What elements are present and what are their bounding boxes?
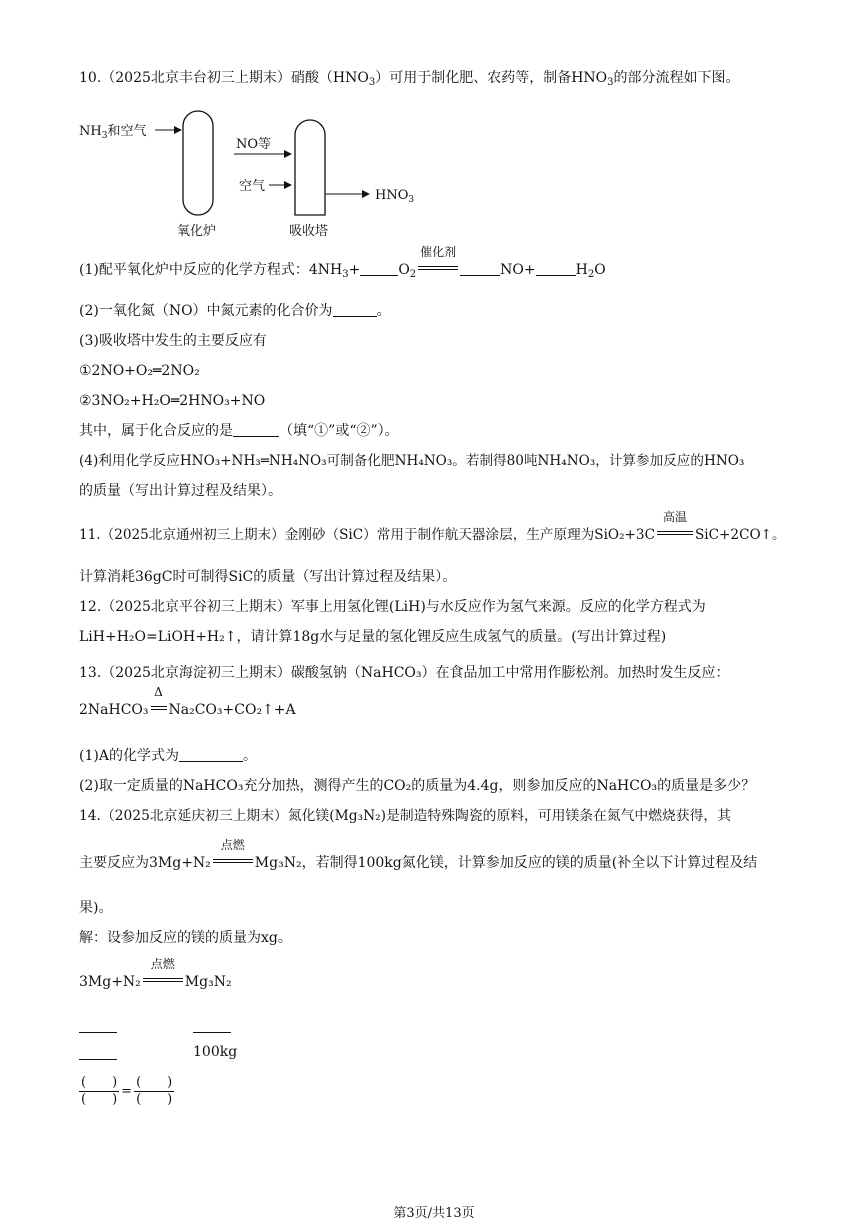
q13-part2: (2)取一定质量的NaHCO₃充分加热，测得产生的CO₂的质量为4.4g，则参加反应的NaHCO₃的质量是多少？ xyxy=(79,778,756,794)
q10-part3: (3)吸收塔中发生的主要反应有 xyxy=(79,333,267,349)
blank-mg3n2-relative-mass[interactable] xyxy=(193,1018,231,1033)
reaction-1: ①2NO+O₂═2NO₂ xyxy=(79,363,200,379)
frac-equals: = xyxy=(121,1083,133,1099)
q10-part2: (2)一氧化氮（NO）中氮元素的化合价为 。 xyxy=(79,303,391,319)
frac-right-numerator[interactable]: ( ) xyxy=(136,1075,173,1090)
q12-equation: LiH+H₂O=LiOH+H₂↑，请计算18g水与足量的氢化锂反应生成氢气的质量。(写出计算过程) xyxy=(79,629,667,645)
blank-h2o-coefficient[interactable] xyxy=(536,261,576,276)
blank-o2-coefficient[interactable] xyxy=(360,261,398,276)
process-flow-diagram xyxy=(79,105,439,245)
q14-text-end: 果)。 xyxy=(79,900,113,916)
condition-ignite-2: 点燃 xyxy=(143,972,183,992)
q10-part4: (4)利用化学反应HNO₃+NH₃═NH₄NO₃可制备化肥NH₄NO₃。若制得80吨NH₄NO₃，计算参加反应的HNO₃ xyxy=(79,453,745,469)
condition-catalyst: 催化剂 xyxy=(418,260,458,280)
frac-left-denominator[interactable]: ( ) xyxy=(81,1092,118,1107)
q14-product-mass: 100kg xyxy=(193,1044,238,1060)
input-no-label: NO等 xyxy=(236,137,272,152)
q10-header: 10.（2025北京丰台初三上期末）硝酸$(HNO_3)$可用于制化肥、农药等，制备$HNO_3$的部分流程如下图。 xyxy=(79,70,740,88)
q14-solution-equation: 3Mg+N₂ 点燃 Mg₃N₂ xyxy=(79,957,232,990)
reaction-2: ②3NO₂+H₂O═2HNO₃+NO xyxy=(79,393,266,409)
q11-text: 11.（2025北京通州初三上期末）金刚砂（SiC）常用于制作航天器涂层，生产原理为SiO₂+3C 高温 SiC+2CO↑。 xyxy=(79,510,786,543)
proportion-equation xyxy=(79,1075,174,1108)
blank-mg-mass[interactable] xyxy=(79,1045,117,1060)
q14-solution-intro: 解：设参加反应的镁的质量为xg。 xyxy=(79,930,292,946)
output-hno3-label: $HNO_3$ xyxy=(375,188,415,205)
q12-text: 12.（2025北京平谷初三上期末）军事上用氢化锂(LiH)与水反应作为氢气来源。反应的化学方程式为 xyxy=(79,599,706,615)
frac-right-denominator[interactable]: ( ) xyxy=(136,1092,173,1107)
page-footer: 第3页/共13页 xyxy=(393,1206,475,1221)
q13-equation: 2NaHCO₃ Δ Na₂CO₃+CO₂↑+A xyxy=(79,685,296,718)
q11-question: 计算消耗36gC时可制得SiC的质量（写出计算过程及结果）。 xyxy=(79,569,457,585)
frac-left-numerator[interactable]: ( ) xyxy=(81,1075,118,1090)
q10-part3-question: 其中，属于化合反应的是 （填“①”或“②”）。 xyxy=(79,423,399,439)
q13-part1: (1)A的化学式为 。 xyxy=(79,748,257,764)
input-air-label: 空气 xyxy=(239,179,266,194)
blank-no-coefficient[interactable] xyxy=(460,261,500,276)
absorption-tower-label: 吸收塔 xyxy=(289,224,329,239)
absorption-tower xyxy=(295,120,325,215)
condition-heat: Δ xyxy=(151,700,167,720)
q14-equation-line: 主要反应为3Mg+N₂ 点燃 Mg₃N₂，若制得100kg氮化镁，计算参加反应的镁的质量(补全以下计算过程及结 xyxy=(79,838,758,871)
blank-combination-reaction[interactable] xyxy=(233,422,279,437)
input-nh3-air-label: $NH_3$和空气 xyxy=(79,124,147,141)
condition-high-temperature: 高温 xyxy=(657,525,693,545)
blank-valence[interactable] xyxy=(333,302,377,317)
q13-text: 13.（2025北京海淀初三上期末）碳酸氢钠（NaHCO₃）在食品加工中常用作膨松剂。加热时发生反应： xyxy=(79,665,730,681)
q14-text: 14.（2025北京延庆初三上期末）氮化镁(Mg₃N₂)是制造特殊陶瓷的原料，可用镁条在氮气中燃烧获得，其 xyxy=(79,808,731,824)
condition-ignite: 点燃 xyxy=(213,853,253,873)
oxidation-furnace-label: 氧化炉 xyxy=(177,224,217,239)
oxidation-furnace xyxy=(183,111,213,215)
q10-part1: (1)配平氧化炉中反应的化学方程式：$4NH_3+ O_2$ 催化剂 $NO+ H_2O$ xyxy=(79,245,606,280)
blank-formula-a[interactable] xyxy=(179,747,243,762)
q10-part4-cont: 的质量（写出计算过程及结果）。 xyxy=(79,483,282,499)
blank-mg-relative-mass[interactable] xyxy=(79,1018,117,1033)
